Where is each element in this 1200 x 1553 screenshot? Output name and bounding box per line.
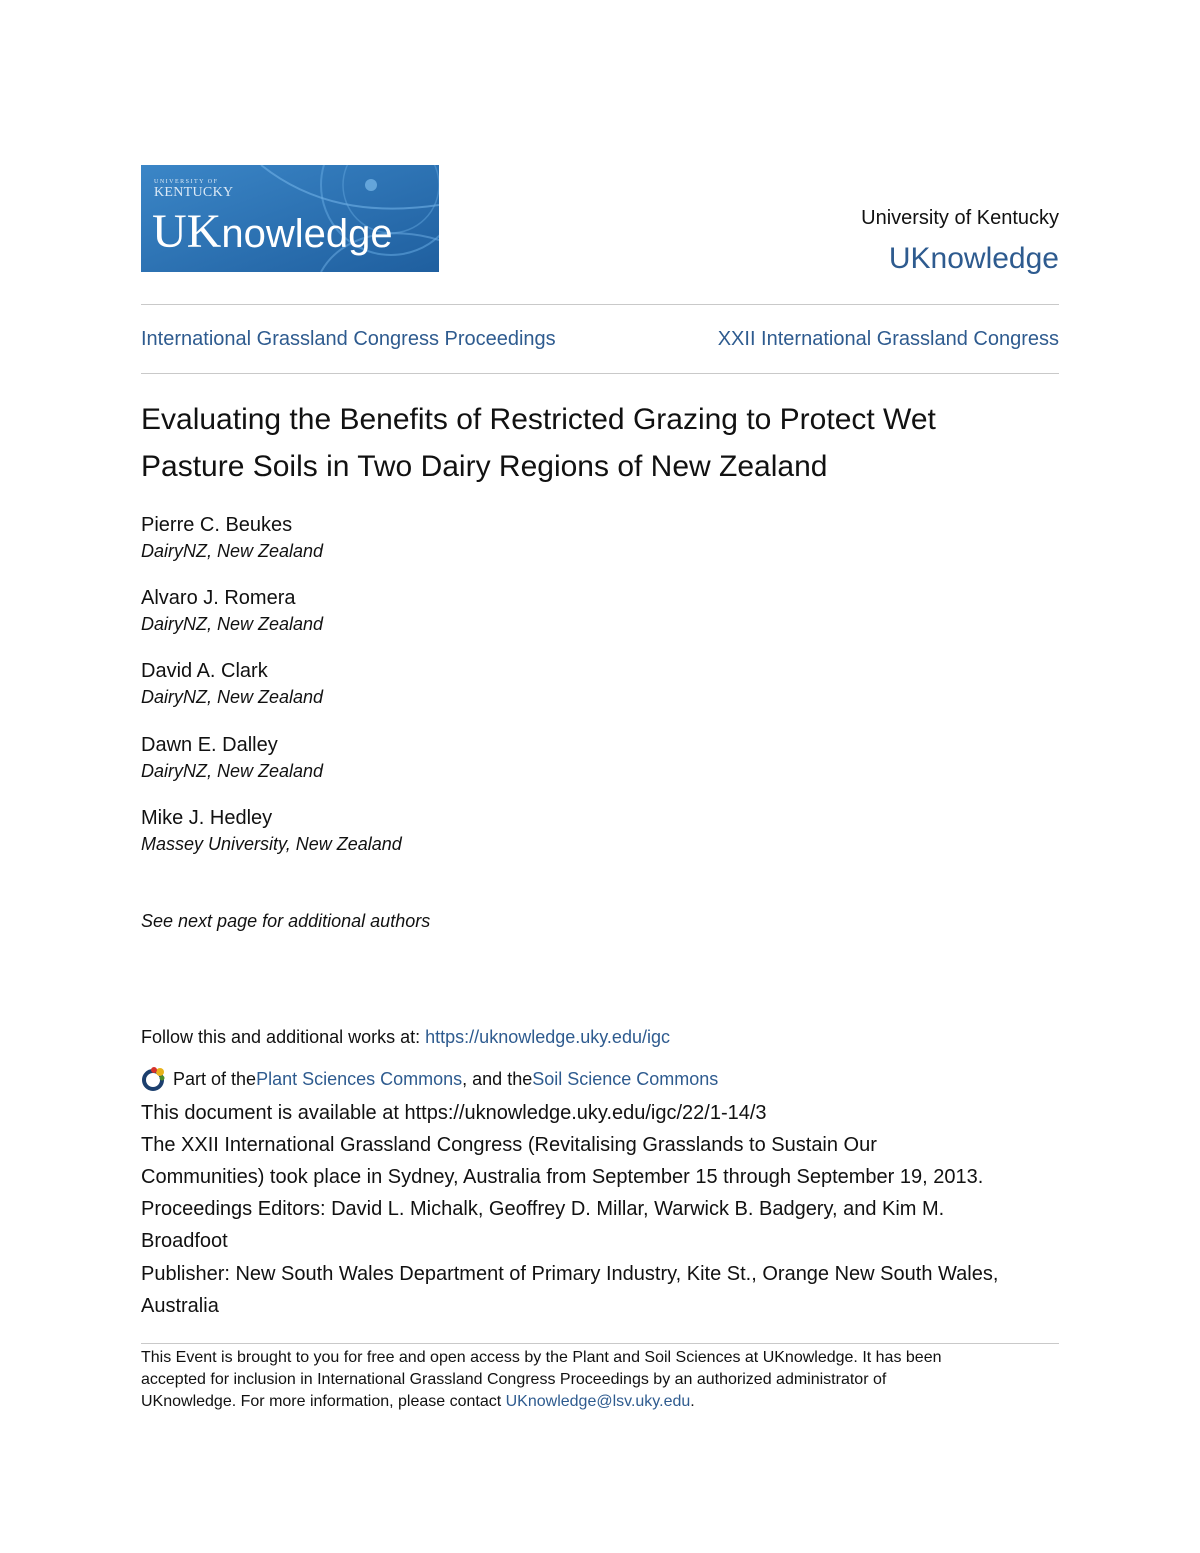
publisher-line2: Australia — [141, 1295, 219, 1317]
contact-email-link[interactable]: UKnowledge@lsv.uky.edu — [505, 1393, 691, 1410]
author-affiliation: DairyNZ, New Zealand — [141, 541, 324, 561]
commons-network-icon — [141, 1066, 167, 1092]
author-name: Mike J. Hedley — [141, 807, 273, 829]
divider — [141, 1343, 1059, 1344]
editors-line1: Proceedings Editors: David L. Michalk, Geoffrey D. Millar, Warwick B. Badgery, and Kim M. — [141, 1198, 945, 1220]
part-of-line — [141, 1066, 718, 1092]
institution-name: University of Kentucky — [861, 207, 1059, 229]
footer-notice — [141, 1347, 1041, 1413]
author-name: Alvaro J. Romera — [141, 587, 296, 609]
author-block — [141, 806, 402, 858]
logo-kentucky: KENTUCKY — [154, 185, 234, 200]
author-affiliation: DairyNZ, New Zealand — [141, 761, 324, 781]
author-name: Dawn E. Dalley — [141, 734, 278, 756]
paper-title: Evaluating the Benefits of Restricted Grazing to Protect Wet Pasture Soils in Two Dairy Regions of New Zealand — [141, 403, 936, 483]
author-block — [141, 659, 323, 711]
logo-wordmark — [152, 205, 393, 258]
author-block — [141, 733, 323, 785]
divider — [141, 304, 1059, 305]
uknowledge-logo[interactable] — [141, 165, 439, 272]
part-of-middle: , and the — [462, 1068, 533, 1089]
author-affiliation: Massey University, New Zealand — [141, 834, 402, 854]
logo-university-of: UNIVERSITY OF — [154, 179, 219, 185]
author-block — [141, 513, 323, 565]
congress-link[interactable]: XXII International Grassland Congress — [717, 328, 1059, 350]
follow-prefix: Follow this and additional works at: — [141, 1027, 426, 1047]
congress-description-line2: Communities) took place in Sydney, Australia from September 15 through September 19, 2013. — [141, 1166, 984, 1188]
footer-line: accepted for inclusion in International Grassland Congress Proceedings by an authorized administrator of — [141, 1371, 887, 1388]
plant-sciences-commons-link[interactable]: Plant Sciences Commons — [256, 1068, 463, 1089]
author-affiliation: DairyNZ, New Zealand — [141, 614, 324, 634]
publisher-line1: Publisher: New South Wales Department of Primary Industry, Kite St., Orange New South Wales, — [141, 1263, 999, 1285]
editors-line2: Broadfoot — [141, 1230, 228, 1252]
soil-science-commons-link[interactable]: Soil Science Commons — [532, 1068, 719, 1089]
congress-description-line1: The XXII International Grassland Congress (Revitalising Grasslands to Sustain Our — [141, 1134, 877, 1156]
collection-url-link[interactable]: https://uknowledge.uky.edu/igc — [425, 1027, 670, 1047]
author-block — [141, 586, 323, 638]
logo-uk: UK — [152, 205, 222, 258]
see-next-page-note: See next page for additional authors — [141, 911, 431, 931]
follow-line — [141, 1027, 670, 1048]
divider — [141, 373, 1059, 374]
repository-link[interactable]: UKnowledge — [888, 242, 1059, 275]
proceedings-link[interactable]: International Grassland Congress Proceedings — [141, 328, 556, 350]
footer-contact-prefix: UKnowledge. For more information, please contact — [141, 1393, 506, 1410]
author-affiliation: DairyNZ, New Zealand — [141, 687, 324, 707]
footer-line — [141, 1391, 1041, 1413]
author-name: David A. Clark — [141, 660, 268, 682]
author-name: Pierre C. Beukes — [141, 514, 293, 536]
part-of-prefix: Part of the — [173, 1068, 257, 1089]
footer-suffix: . — [690, 1393, 695, 1410]
footer-line: This Event is brought to you for free and open access by the Plant and Soil Sciences at UKnowledge. It has been — [141, 1349, 942, 1366]
availability-statement: This document is available at https://uknowledge.uky.edu/igc/22/1-14/3 — [141, 1102, 767, 1124]
logo-knowledge: nowledge — [221, 212, 393, 256]
